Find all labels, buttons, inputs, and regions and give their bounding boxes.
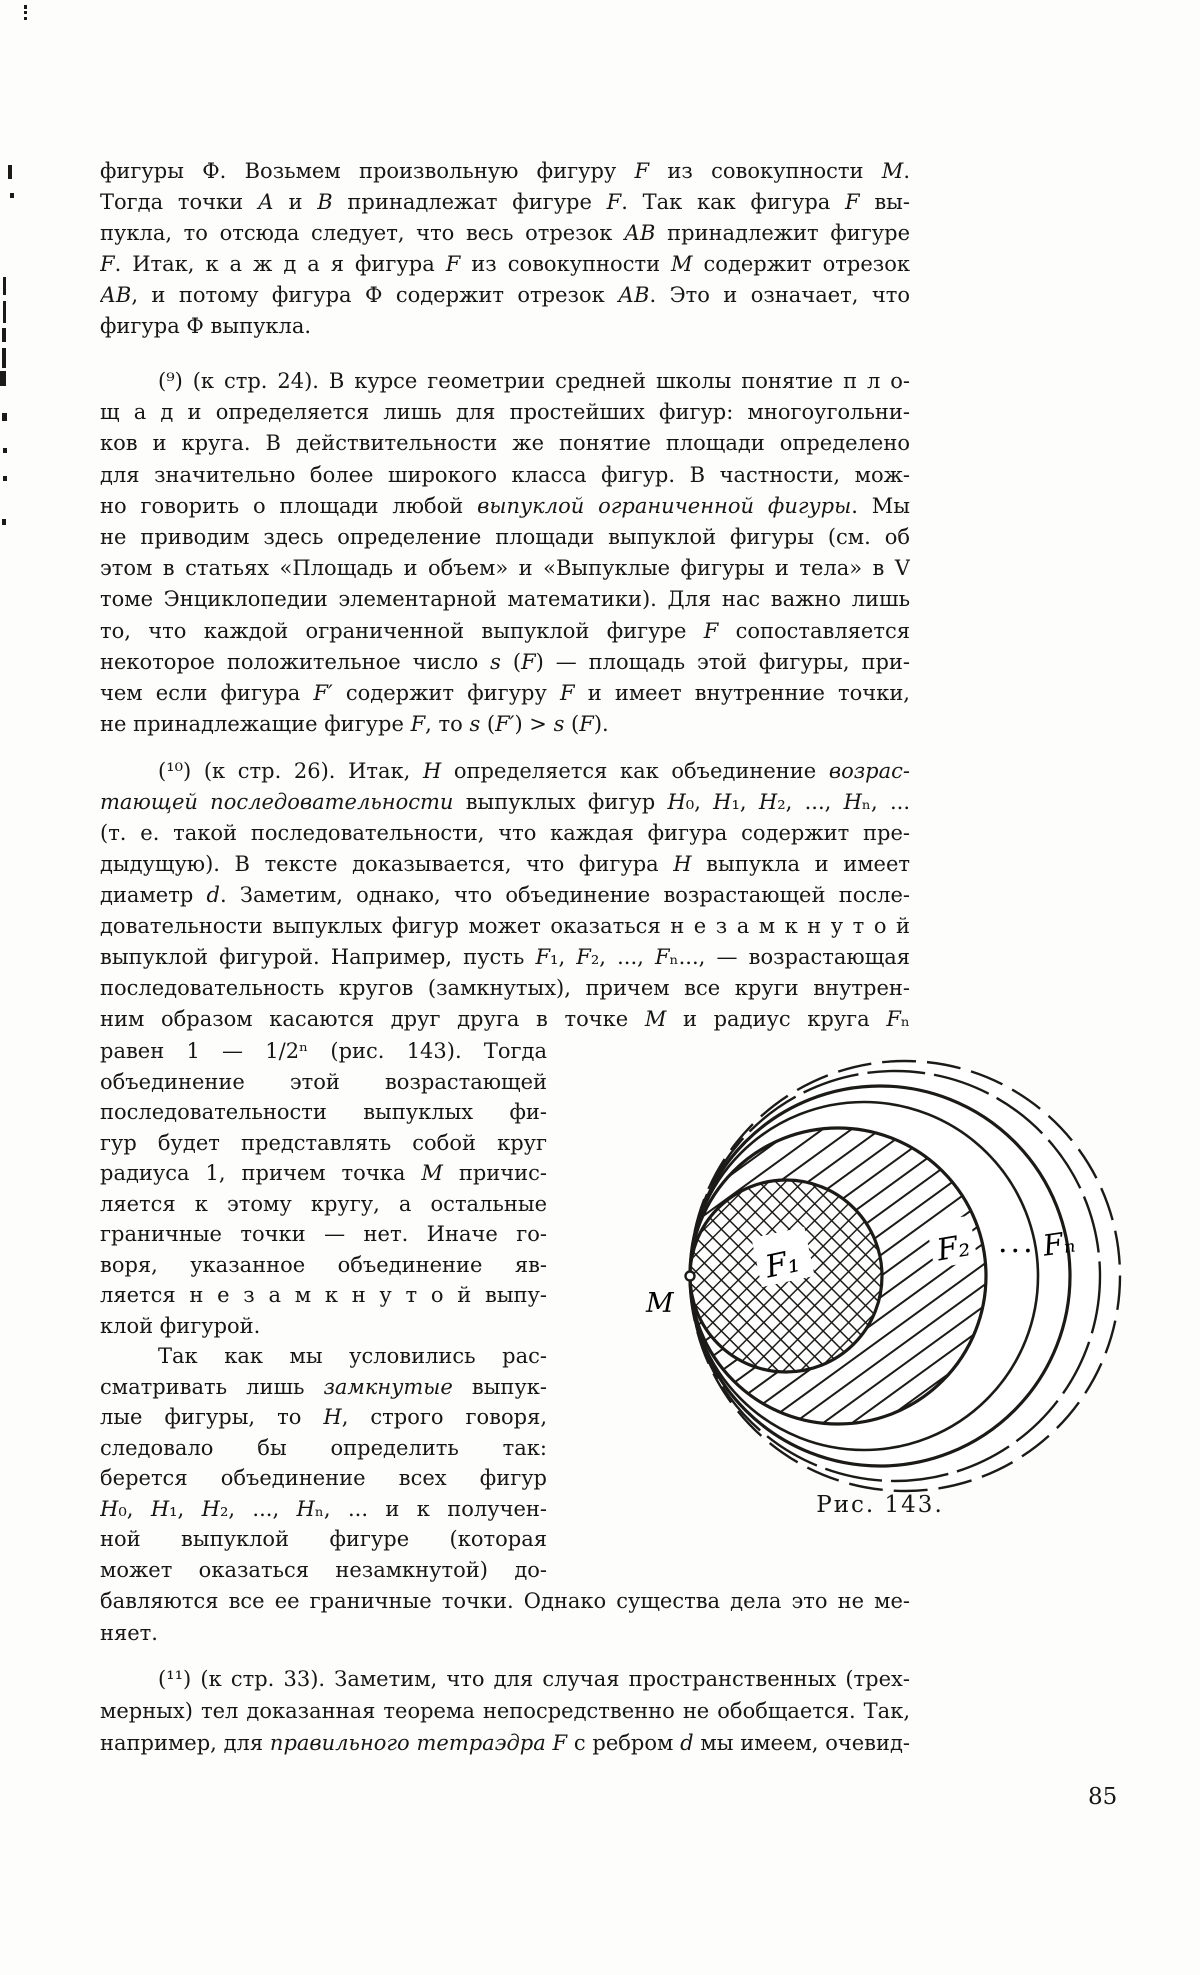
scan-artifact: [8, 165, 12, 179]
text-line: например, для правильного тетраэдра F с ребром d мы имеем, очевид-: [100, 1731, 910, 1755]
figure-143: [628, 1016, 1140, 1494]
text-line: Н₀, Н₁, Н₂, ..., Нₙ, ... и к получен-: [100, 1496, 547, 1521]
footnote-10-side-column: [100, 1036, 547, 1585]
text-line: этом в статьях «Площадь и объем» и «Выпуклые фигуры и тела» в V: [100, 556, 910, 581]
text-line: граничные точки — нет. Иначе го-: [100, 1222, 547, 1246]
text-line: щ а д и определяется лишь для простейших фигур: многоугольни-: [100, 400, 910, 425]
scan-artifact: [10, 193, 14, 198]
text-line: фигура Ф выпукла.: [100, 314, 312, 338]
text-line: чем если фигура F′ содержит фигуру F и имеет внутренние точки,: [100, 680, 910, 705]
text-line: томе Энциклопедии элементарной математики). Для нас важно лишь: [100, 587, 910, 612]
text-line: то, что каждой ограниченной выпуклой фигуре F сопоставляется: [100, 618, 910, 643]
scan-artifact: [3, 476, 7, 481]
footnote-9: [100, 366, 910, 740]
text-line: тающей последовательности выпуклых фигур Н₀, Н₁, Н₂, ..., Нₙ, ...: [100, 790, 910, 814]
text-line: фигуры Ф. Возьмем произвольную фигуру F из совокупности М.: [100, 159, 910, 183]
text-line: бавляются все ее граничные точки. Однако существа дела это не ме-: [100, 1589, 910, 1613]
figure-caption: Рис. 143.: [816, 1492, 944, 1518]
text-line: для значительно более широкого класса фигур. В частности, мож-: [100, 462, 910, 487]
text-line: (т. е. такой последовательности, что каждая фигура содержит пре-: [100, 821, 910, 845]
text-line: довательности выпуклых фигур может оказаться н е з а м к н у т о й: [100, 914, 910, 938]
text-line: ним образом касаются друг друга в точке М и радиус круга Fₙ: [100, 1007, 910, 1031]
text-line: не приводим здесь определение площади выпуклой фигуры (см. об: [100, 524, 910, 549]
text-line: няет.: [100, 1621, 158, 1645]
text-line: ной выпуклой фигуре (которая: [100, 1527, 547, 1551]
text-line: но говорить о площади любой выпуклой ограниченной фигуры. Мы: [100, 493, 910, 518]
scan-artifact: [24, 17, 27, 20]
text-line: Тогда точки А и В принадлежат фигуре F. Так как фигура F вы-: [100, 190, 910, 214]
text-line: последовательность кругов (замкнутых), причем все круги внутрен-: [100, 976, 910, 1000]
scan-artifact: [24, 11, 27, 14]
scan-artifact: [0, 371, 6, 386]
text-line: объединение этой возрастающей: [100, 1069, 547, 1094]
scan-artifact: [3, 448, 7, 453]
page-number: 85: [1088, 1784, 1118, 1810]
text-line: ляется н е з а м к н у т о й выпу-: [100, 1283, 547, 1307]
footnote-10-closing: [100, 1585, 910, 1649]
footnote-10: [100, 756, 910, 1035]
figure-label-dots: ...: [998, 1225, 1036, 1260]
text-line: АВ, и потому фигура Ф содержит отрезок АВ. Это и означает, что: [100, 283, 910, 307]
text-line: следовало бы определить так:: [100, 1435, 547, 1460]
text-line: лые фигуры, то Н, строго говоря,: [100, 1405, 547, 1429]
text-line: сматривать лишь замкнутые выпук-: [100, 1374, 547, 1399]
paragraph-continuation: [100, 156, 910, 342]
text-line: F. Итак, к а ж д а я фигура F из совокупности М содержит отрезок: [100, 252, 910, 276]
figure-label-f2: F₂: [934, 1228, 973, 1269]
text-line: некоторое положительное число s (F) — площадь этой фигуры, при-: [100, 649, 910, 674]
figure-label-m: М: [646, 1288, 674, 1319]
scan-artifact: [2, 519, 6, 525]
text-line: последовательности выпуклых фи-: [100, 1100, 547, 1124]
tangent-point-marker: [686, 1272, 695, 1281]
scan-artifact: [3, 301, 6, 323]
text-line: (⁹) (к стр. 24). В курсе геометрии средней школы понятие п л о-: [158, 369, 910, 393]
text-line: Так как мы условились рас-: [158, 1344, 547, 1368]
text-line: мерных) тел доказанная теорема непосредственно не обобщается. Так,: [100, 1699, 910, 1723]
scan-artifact: [2, 413, 7, 421]
text-line: (¹¹) (к стр. 33). Заметим, что для случая пространственных (трех-: [158, 1667, 910, 1691]
figure-143-drawing: [628, 1016, 1140, 1494]
text-line: гур будет представлять собой круг: [100, 1130, 547, 1155]
text-line: берется объединение всех фигур: [100, 1466, 547, 1490]
text-line: не принадлежащие фигуре F, то s (F′) > s (F).: [100, 712, 609, 737]
scan-artifact: [24, 5, 27, 9]
figure-label-fn: Fₙ: [1040, 1224, 1078, 1263]
text-line: ков и круга. В действительности же понятие площади определено: [100, 431, 910, 456]
scan-artifact: [2, 328, 6, 342]
text-line: воря, указанное объединение яв-: [100, 1252, 547, 1277]
text-line: диаметр d. Заметим, однако, что объединение возрастающей после-: [100, 883, 910, 907]
text-line: может оказаться незамкнутой) до-: [100, 1557, 547, 1582]
scan-artifact: [3, 277, 6, 295]
text-line: пукла, то отсюда следует, что весь отрезок АВ принадлежит фигуре: [100, 221, 910, 245]
figure-label-f1: F₁: [762, 1243, 803, 1286]
text-line: дыдущую). В тексте доказывается, что фигура Н выпукла и имеет: [100, 852, 910, 876]
text-line: равен 1 — 1/2ⁿ (рис. 143). Тогда: [100, 1039, 547, 1063]
text-line: выпуклой фигурой. Например, пусть F₁, F₂, ..., Fₙ..., — возрастающая: [100, 945, 910, 969]
text-line: (¹⁰) (к стр. 26). Итак, Н определяется как объединение возрас-: [158, 759, 910, 783]
footnote-11: [100, 1663, 910, 1759]
text-line: радиуса 1, причем точка М причис-: [100, 1161, 547, 1185]
scan-artifact: [2, 348, 6, 368]
text-line: ляется к этому кругу, а остальные: [100, 1191, 547, 1216]
text-line: клой фигурой.: [100, 1313, 261, 1338]
